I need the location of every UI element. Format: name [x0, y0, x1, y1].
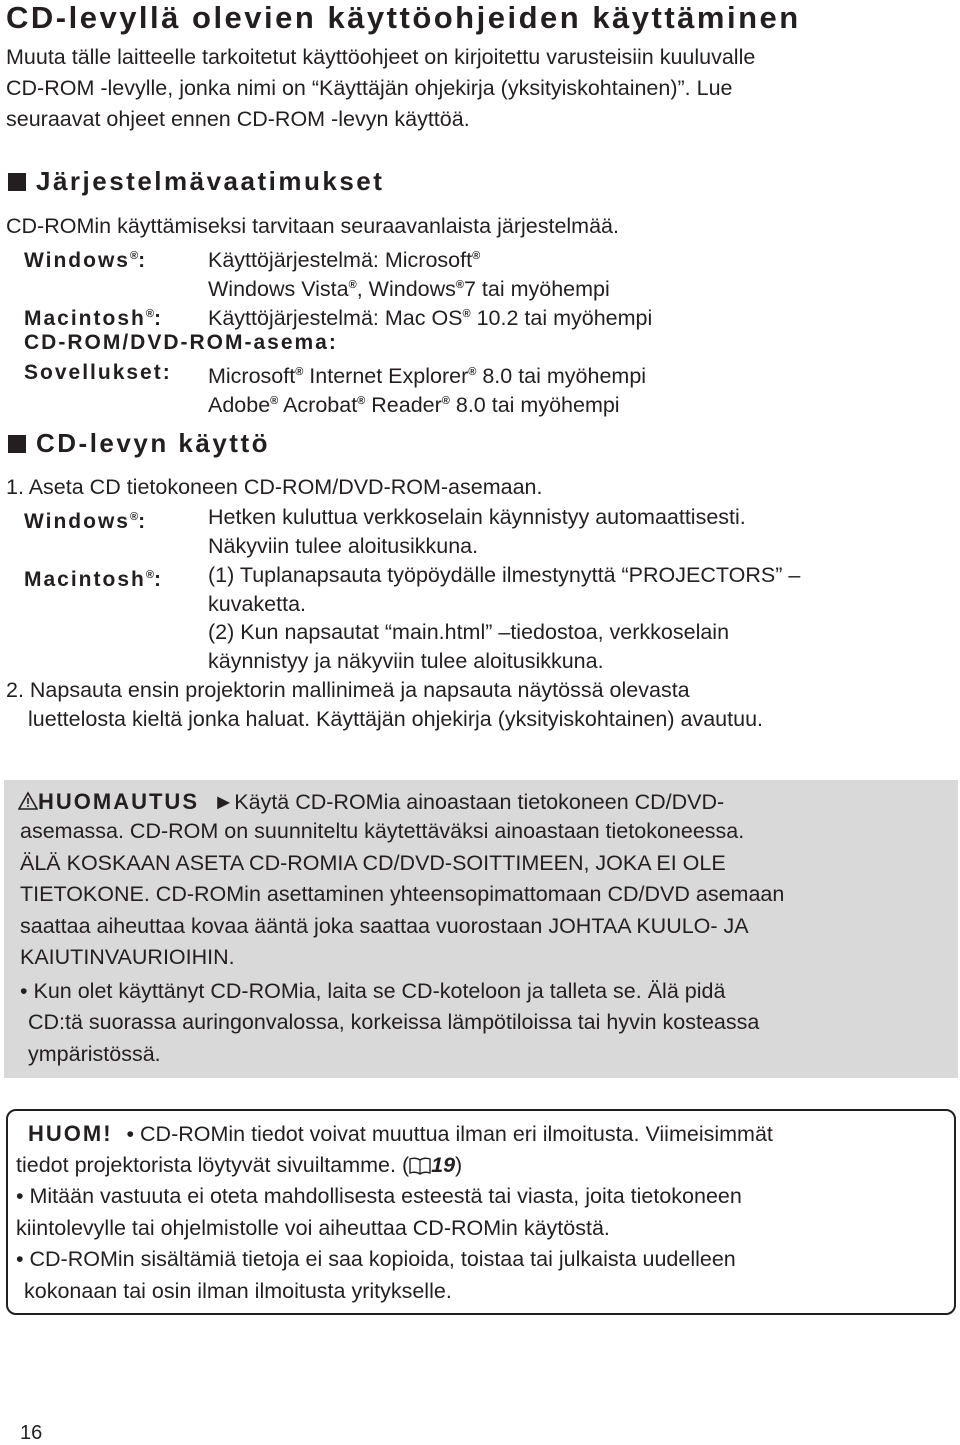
- intro-line-3: seuraavat ohjeet ennen CD-ROM -levyn käyttöä.: [6, 107, 470, 131]
- usage-heading: [8, 428, 270, 459]
- apps-requirement-label: Sovellukset:: [24, 361, 172, 384]
- note-header: [28, 1118, 773, 1150]
- caution-label: HUOMAUTUS: [38, 789, 199, 814]
- windows-requirement-versions: Windows Vista®, Windows®7 tai myöhempi: [208, 277, 610, 302]
- usage-mac-text-4: käynnistyy ja näkyviin tulee aloitusikkuna.: [208, 649, 604, 673]
- usage-mac-text-1: (1) Tuplanapsauta työpöydälle ilmestynyttä “PROJECTORS” –: [208, 563, 801, 587]
- usage-windows-text-1: Hetken kuluttua verkkoselain käynnistyy automaattisesti.: [208, 505, 746, 529]
- usage-step-2-line-1: 2. Napsauta ensin projektorin mallinimeä ja napsauta näytössä olevasta: [6, 678, 690, 702]
- mac-requirement-label: Macintosh®:: [24, 307, 163, 331]
- requirements-heading-text: Järjestelmävaatimukset: [36, 166, 385, 196]
- caution-line-2: asemassa. CD-ROM on suunniteltu käytettäväksi ainoastaan tietokoneessa.: [20, 819, 745, 843]
- note-line-3: • Mitään vastuuta ei oteta mahdollisesta esteestä tai viasta, joita tietokoneen: [16, 1184, 742, 1208]
- requirements-heading: [8, 166, 384, 197]
- square-bullet-icon: [8, 173, 26, 191]
- usage-windows-text-2: Näkyviin tulee aloitusikkuna.: [208, 534, 479, 558]
- drive-requirement-label: CD-ROM/DVD-ROM-asema:: [24, 331, 338, 354]
- caution-line-1: Käytä CD-ROMia ainoastaan tietokoneen CD/DVD-: [234, 790, 725, 814]
- caution-line-3: ÄLÄ KOSKAAN ASETA CD-ROMIA CD/DVD-SOITTIMEEN, JOKA EI OLE: [20, 851, 726, 875]
- usage-mac-text-2: kuvaketta.: [208, 592, 306, 616]
- note-line-2: tiedot projektorista löytyvät sivuiltamme. ( 19): [16, 1153, 463, 1177]
- caution-line-7: • Kun olet käyttänyt CD-ROMia, laita se CD-koteloon ja talleta se. Älä pidä: [20, 979, 726, 1003]
- mac-requirement-os: Käyttöjärjestelmä: Mac OS® 10.2 tai myöhempi: [208, 306, 653, 331]
- usage-heading-text: CD-levyn käyttö: [36, 428, 270, 458]
- apps-requirement-reader: Adobe® Acrobat® Reader® 8.0 tai myöhempi: [208, 393, 620, 418]
- square-bullet-icon: [8, 435, 26, 453]
- note-line-5: • CD-ROMin sisältämiä tietoja ei saa kopioida, toistaa tai julkaista uudelleen: [16, 1247, 736, 1271]
- requirements-intro: CD-ROMin käyttämiseksi tarvitaan seuraavanlaista järjestelmää.: [6, 214, 619, 238]
- caution-line-9: ympäristössä.: [28, 1042, 161, 1066]
- note-line-4: kiintolevylle tai ohjelmistolle voi aiheuttaa CD-ROMin käytöstä.: [16, 1216, 610, 1240]
- usage-step-2-line-2: luettelosta kieltä jonka haluat. Käyttäjän ohjekirja (yksityiskohtainen) avautuu.: [28, 707, 763, 731]
- intro-line-2: CD-ROM -levylle, jonka nimi on “Käyttäjän ohjekirja (yksityiskohtainen)”. Lue: [6, 76, 733, 100]
- page-reference[interactable]: 19: [431, 1153, 456, 1177]
- note-line-6: kokonaan tai osin ilman ilmoitusta yritykselle.: [24, 1279, 452, 1303]
- book-icon: [409, 1153, 431, 1171]
- usage-windows-label: Windows®:: [24, 510, 148, 534]
- usage-mac-label: Macintosh®:: [24, 568, 163, 592]
- usage-mac-text-3: (2) Kun napsautat “main.html” –tiedostoa, verkkoselain: [208, 620, 730, 644]
- usage-step-1: 1. Aseta CD tietokoneen CD-ROM/DVD-ROM-asemaan.: [6, 475, 543, 499]
- page-title: CD-levyllä olevien käyttöohjeiden käyttäminen: [6, 0, 801, 35]
- note-line-1: • CD-ROMin tiedot voivat muuttua ilman eri ilmoitusta. Viimeisimmät: [126, 1122, 773, 1146]
- windows-requirement-label: Windows®:: [24, 249, 148, 273]
- arrow-right-icon: ►: [212, 790, 235, 814]
- caution-header: [18, 786, 724, 820]
- caution-line-4: TIETOKONE. CD-ROMin asettaminen yhteensopimattomaan CD/DVD asemaan: [20, 882, 785, 906]
- caution-line-5: saattaa aiheuttaa kovaa ääntä joka saattaa vuorostaan JOHTAA KUULO- JA: [20, 914, 749, 938]
- note-label: HUOM!: [28, 1121, 113, 1146]
- windows-requirement-os: Käyttöjärjestelmä: Microsoft®: [208, 248, 481, 273]
- intro-line-1: Muuta tälle laitteelle tarkoitetut käyttöohjeet on kirjoitettu varusteisiin kuuluvalle: [6, 45, 756, 69]
- caution-line-6: KAIUTINVAURIOIHIN.: [20, 945, 235, 969]
- apps-requirement-browser: Microsoft® Internet Explorer® 8.0 tai myöhempi: [208, 364, 647, 389]
- caution-line-8: CD:tä suorassa auringonvalossa, korkeissa lämpötiloissa tai hyvin kosteassa: [28, 1010, 760, 1034]
- page-number: 16: [20, 1422, 43, 1444]
